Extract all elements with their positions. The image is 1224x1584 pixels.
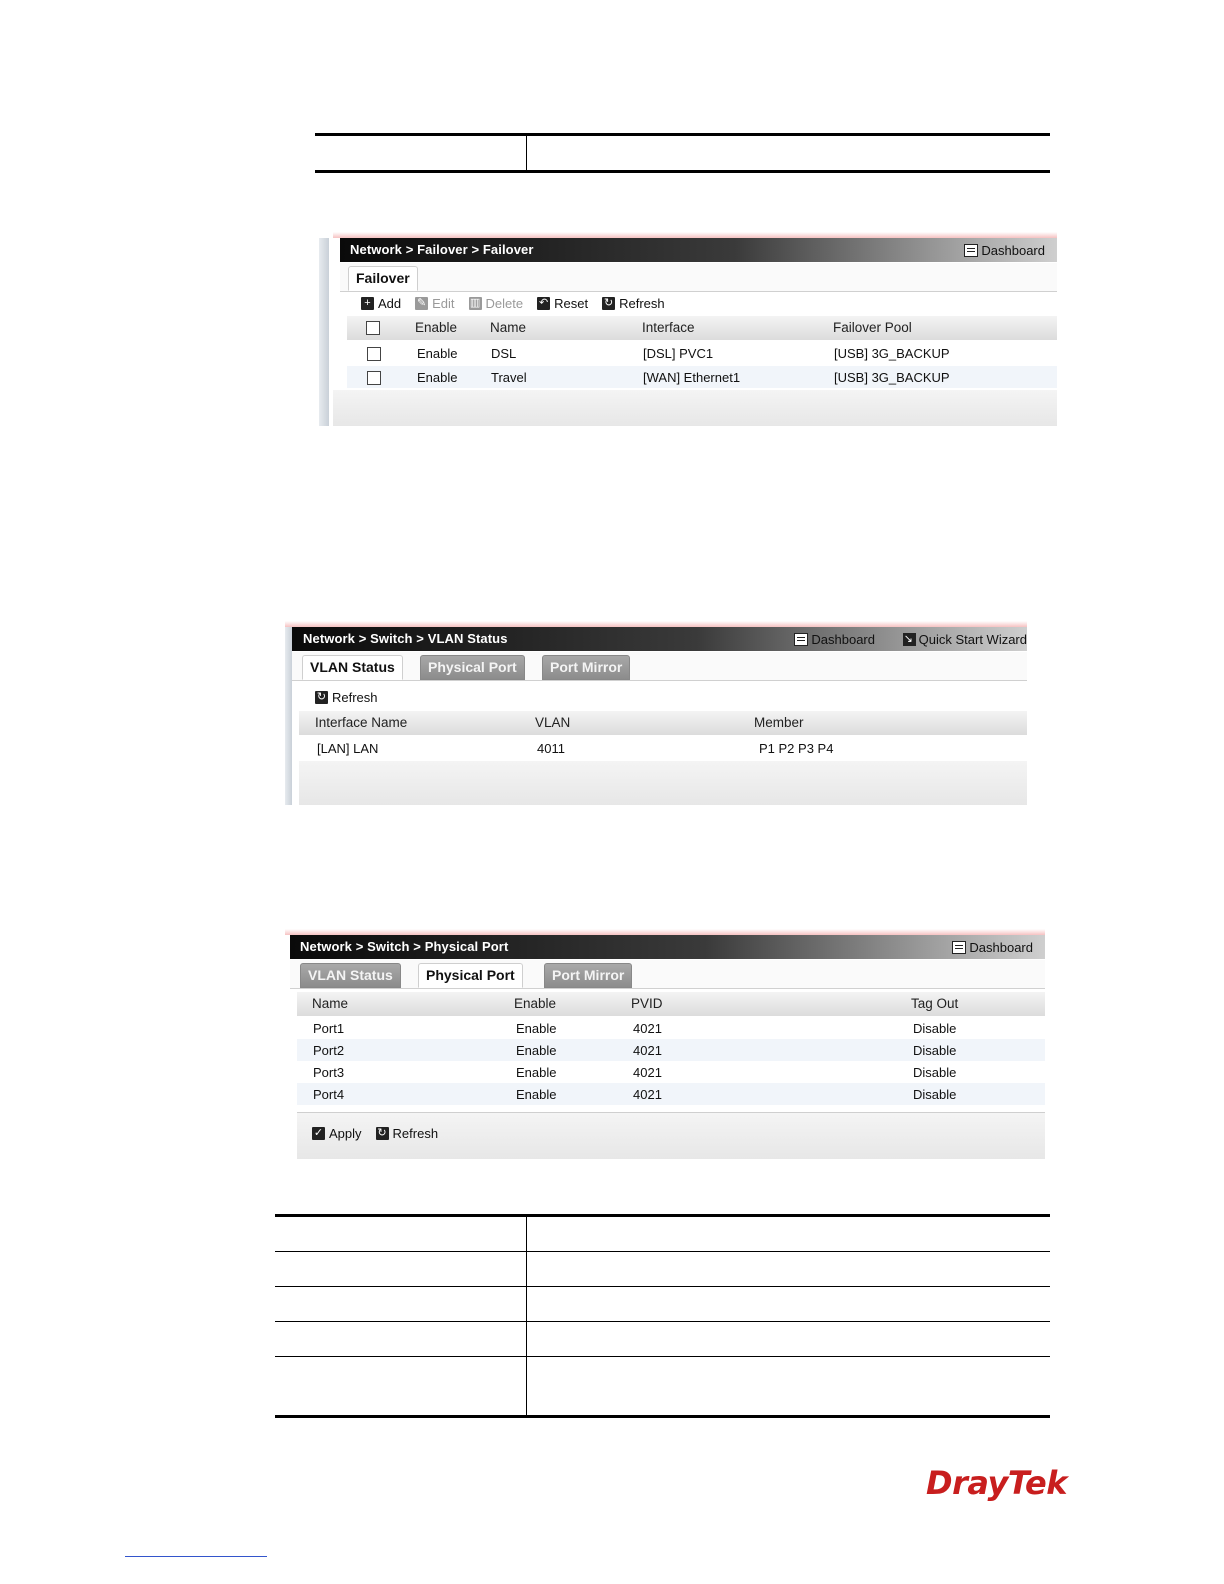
physical-port-panel — [285, 935, 1045, 1159]
dashboard-link[interactable] — [952, 940, 1033, 955]
col-member[interactable]: Member — [754, 715, 804, 730]
tab-bar — [292, 652, 1027, 681]
col-name[interactable]: Name — [312, 996, 349, 1011]
refresh-icon: ↻ — [603, 296, 614, 309]
cell-pvid: 4021 — [633, 1043, 662, 1058]
table-row[interactable] — [297, 1083, 1045, 1105]
toolbar — [361, 291, 1057, 315]
table-row[interactable] — [347, 366, 1057, 388]
table-row[interactable] — [297, 1017, 1045, 1039]
cell-pvid: 4021 — [633, 1021, 662, 1036]
dashboard-icon — [794, 633, 808, 646]
edit-icon: ✎ — [417, 296, 427, 309]
tab-failover[interactable]: Failover — [348, 266, 418, 291]
sidebar-strip — [285, 627, 292, 805]
cell-enable: Enable — [516, 1065, 557, 1080]
table-header — [299, 711, 1027, 735]
refresh-icon: ↻ — [377, 1126, 387, 1139]
cell-enable: Enable — [417, 346, 458, 361]
footer-link-underline[interactable] — [125, 1556, 267, 1557]
panel-footer — [297, 1112, 1045, 1159]
cell-name: Travel — [491, 370, 527, 385]
reset-button[interactable] — [537, 296, 588, 311]
edit-label: Edit — [432, 295, 455, 311]
refresh-button[interactable] — [315, 690, 378, 705]
cell-vlan: 4011 — [537, 741, 565, 756]
vlan-status-panel — [285, 627, 1027, 805]
footer-toolbar — [312, 1121, 452, 1145]
row-checkbox[interactable] — [367, 347, 381, 361]
tab-bar — [340, 263, 1057, 292]
refresh-button[interactable] — [376, 1126, 439, 1141]
cell-pvid: 4021 — [633, 1065, 662, 1080]
table-cell — [527, 1252, 1051, 1287]
toolbar — [315, 685, 1027, 709]
cell-tag-out: Disable — [913, 1021, 957, 1036]
apply-label: Apply — [329, 1125, 362, 1141]
delete-label: Delete — [485, 295, 524, 311]
cell-enable: Enable — [516, 1043, 557, 1058]
cell-name: DSL — [491, 346, 517, 361]
dashboard-icon — [964, 244, 978, 257]
quick-start-wizard-link[interactable] — [903, 632, 1027, 647]
table-cell — [315, 135, 527, 172]
draytek-logo: DrayTek — [926, 1464, 1067, 1502]
table-header — [297, 992, 1045, 1016]
table-row[interactable] — [299, 737, 1027, 761]
col-tag-out[interactable]: Tag Out — [911, 996, 959, 1011]
cell-tag-out: Disable — [913, 1043, 957, 1058]
cell-pvid: 4021 — [633, 1087, 662, 1102]
add-button[interactable] — [361, 296, 401, 311]
table-row[interactable] — [297, 1039, 1045, 1061]
table-cell — [527, 1357, 1051, 1417]
tab-vlan-status[interactable]: VLAN Status — [302, 655, 403, 680]
wizard-icon — [903, 633, 916, 646]
table-cell — [527, 1322, 1051, 1357]
table-row[interactable] — [347, 342, 1057, 364]
col-interface[interactable]: Interface — [642, 320, 695, 335]
table-cell — [275, 1252, 527, 1287]
tab-physical-port[interactable]: Physical Port — [420, 655, 525, 680]
col-interface-name[interactable]: Interface Name — [315, 715, 408, 730]
refresh-button[interactable] — [602, 296, 665, 311]
edit-button[interactable] — [415, 296, 454, 311]
col-name[interactable]: Name — [490, 320, 527, 335]
dashboard-icon — [952, 941, 966, 954]
dashboard-link[interactable] — [964, 243, 1045, 258]
dashboard-label: Dashboard — [811, 632, 875, 647]
col-failover-pool[interactable]: Failover Pool — [833, 320, 912, 335]
row-checkbox[interactable] — [367, 371, 381, 385]
table-row[interactable] — [297, 1061, 1045, 1083]
tab-vlan-status[interactable]: VLAN Status — [300, 963, 401, 988]
trash-icon: ▥ — [469, 296, 481, 309]
dashboard-label: Dashboard — [981, 243, 1045, 258]
tab-bar — [290, 960, 1045, 989]
title-bar — [292, 627, 1027, 651]
sidebar-strip — [319, 238, 329, 426]
tab-physical-port[interactable]: Physical Port — [418, 963, 523, 988]
cell-name: Port1 — [313, 1021, 345, 1036]
col-pvid[interactable]: PVID — [631, 996, 663, 1011]
dashboard-link[interactable] — [794, 632, 875, 647]
table-header — [347, 316, 1057, 340]
breadcrumb: Network > Switch > VLAN Status — [303, 631, 508, 646]
table-cell — [275, 1357, 527, 1417]
cell-interface-name: [LAN] LAN — [317, 741, 379, 756]
cell-pool: [USB] 3G_BACKUP — [834, 346, 950, 361]
cell-name: Port3 — [313, 1065, 345, 1080]
table-cell — [527, 1216, 1051, 1252]
wizard-label: Quick Start Wizard — [918, 632, 1027, 647]
breadcrumb: Network > Failover > Failover — [350, 242, 534, 257]
table-cell — [527, 135, 1051, 172]
cell-member: P1 P2 P3 P4 — [759, 741, 834, 756]
bottom-parameter-table — [275, 1214, 1050, 1418]
refresh-icon: ↻ — [316, 690, 327, 703]
plus-icon: + — [361, 297, 374, 310]
tab-port-mirror[interactable]: Port Mirror — [542, 655, 630, 680]
col-vlan[interactable]: VLAN — [535, 715, 571, 730]
reset-label: Reset — [554, 295, 589, 311]
table-cell — [275, 1216, 527, 1252]
cell-enable: Enable — [516, 1021, 557, 1036]
refresh-label: Refresh — [619, 295, 665, 311]
cell-tag-out: Disable — [913, 1087, 957, 1102]
dashboard-label: Dashboard — [969, 940, 1033, 955]
apply-button[interactable] — [312, 1126, 362, 1141]
title-bar — [340, 238, 1057, 262]
cell-name: Port2 — [313, 1043, 345, 1058]
table-cell — [275, 1322, 527, 1357]
add-label: Add — [378, 295, 402, 311]
cell-tag-out: Disable — [913, 1065, 957, 1080]
cell-name: Port4 — [313, 1087, 345, 1102]
select-all-checkbox[interactable] — [366, 321, 380, 335]
table-cell — [527, 1287, 1051, 1322]
title-bar — [290, 935, 1045, 959]
breadcrumb: Network > Switch > Physical Port — [300, 939, 509, 954]
reset-icon: ↶ — [539, 296, 549, 309]
top-parameter-table — [315, 133, 1050, 173]
cell-enable: Enable — [417, 370, 458, 385]
tab-port-mirror[interactable]: Port Mirror — [544, 963, 632, 988]
delete-button[interactable] — [469, 296, 524, 311]
failover-panel — [333, 238, 1057, 426]
refresh-label: Refresh — [332, 689, 378, 705]
cell-interface: [DSL] PVC1 — [643, 346, 714, 361]
table-cell — [275, 1287, 527, 1322]
col-enable[interactable]: Enable — [415, 320, 458, 335]
check-icon: ✓ — [313, 1126, 324, 1139]
cell-pool: [USB] 3G_BACKUP — [834, 370, 950, 385]
cell-interface: [WAN] Ethernet1 — [643, 370, 741, 385]
col-enable[interactable]: Enable — [514, 996, 557, 1011]
refresh-label: Refresh — [392, 1125, 439, 1141]
cell-enable: Enable — [516, 1087, 557, 1102]
